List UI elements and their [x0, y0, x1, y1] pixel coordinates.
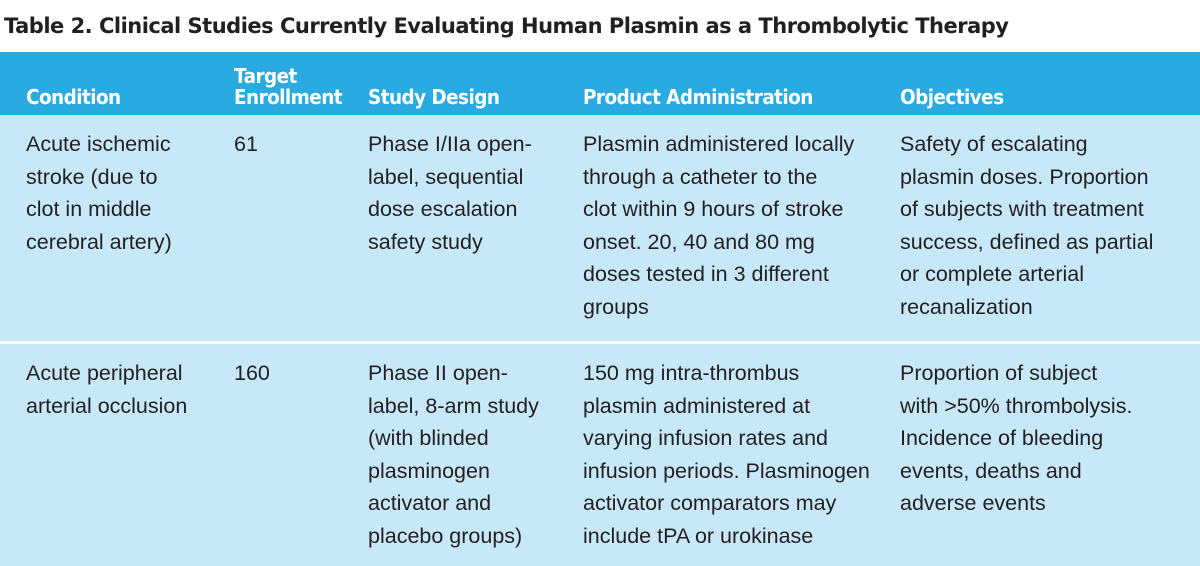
column-header-product-administration	[583, 87, 813, 108]
cell-line: include tPA or urokinase	[583, 523, 814, 548]
header-line: Study Design	[368, 85, 500, 109]
cell-enrollment	[234, 128, 344, 161]
cell-objectives	[900, 128, 1190, 324]
cell-line: label, 8-arm study	[368, 393, 539, 418]
cell-line: events, deaths and	[900, 458, 1082, 483]
cell-product-administration	[583, 357, 883, 553]
cell-line: through a catheter to the	[583, 164, 818, 189]
cell-line: clot within 9 hours of stroke	[583, 197, 844, 222]
cell-line: plasminogen	[368, 458, 490, 483]
cell-line: onset. 20, 40 and 80 mg	[583, 229, 815, 254]
cell-line: with >50% thrombolysis.	[900, 393, 1133, 418]
cell-line: 150 mg intra-thrombus	[583, 361, 800, 385]
cell-line: label, sequential	[368, 164, 524, 189]
header-line: Enrollment	[234, 85, 343, 109]
header-line: Condition	[26, 85, 121, 109]
cell-condition	[26, 357, 216, 422]
cell-line: plasmin administered at	[583, 393, 811, 418]
column-header-target-enrollment	[234, 66, 342, 108]
column-header-study-design	[368, 87, 499, 108]
cell-line: dose escalation	[368, 197, 518, 222]
cell-line: Acute ischemic	[26, 132, 171, 156]
cell-line: recanalization	[900, 294, 1033, 319]
cell-line: activator and	[368, 491, 492, 516]
cell-line: Proportion of subject	[900, 361, 1098, 385]
cell-line: adverse events	[900, 491, 1046, 516]
cell-line: Plasmin administered locally	[583, 132, 855, 156]
cell-line: cerebral artery)	[26, 229, 172, 254]
cell-objectives	[900, 357, 1190, 520]
cell-line: Safety of escalating	[900, 132, 1088, 156]
cell-line: activator comparators may	[583, 491, 837, 516]
cell-line: arterial occlusion	[26, 393, 188, 418]
cell-line: of subjects with treatment	[900, 197, 1144, 222]
cell-line: safety study	[368, 229, 483, 254]
cell-line: Phase I/IIa open-	[368, 132, 532, 156]
header-line: Product Administration	[583, 85, 813, 109]
cell-study-design	[368, 128, 568, 258]
cell-line: success, defined as partial	[900, 229, 1154, 254]
table-title: Table 2. Clinical Studies Currently Evaluating Human Plasmin as a Thrombolytic Therapy	[4, 14, 1009, 38]
cell-line: stroke (due to	[26, 164, 158, 189]
column-header-condition	[26, 87, 121, 108]
cell-line: doses tested in 3 different	[583, 262, 829, 287]
cell-line: 160	[234, 361, 270, 385]
header-line: Objectives	[900, 85, 1004, 109]
cell-study-design	[368, 357, 568, 553]
cell-line: infusion periods. Plasminogen	[583, 458, 870, 483]
cell-line: plasmin doses. Proportion	[900, 164, 1149, 189]
cell-condition	[26, 128, 216, 258]
cell-product-administration	[583, 128, 883, 324]
cell-line: groups	[583, 294, 649, 319]
clinical-studies-table	[0, 52, 1200, 566]
cell-line: placebo groups)	[368, 523, 523, 548]
cell-enrollment	[234, 357, 344, 390]
table-row	[0, 115, 1200, 341]
cell-line: 61	[234, 132, 258, 156]
table-row	[0, 344, 1200, 566]
cell-line: varying infusion rates and	[583, 426, 829, 451]
cell-line: (with blinded	[368, 426, 489, 451]
cell-line: Incidence of bleeding	[900, 426, 1104, 451]
cell-line: clot in middle	[26, 197, 152, 222]
column-header-objectives	[900, 87, 1004, 108]
cell-line: Phase II open-	[368, 361, 508, 385]
header-line: Target	[234, 64, 297, 88]
cell-line: Acute peripheral	[26, 361, 183, 385]
table-header	[0, 52, 1200, 115]
cell-line: or complete arterial	[900, 262, 1085, 287]
